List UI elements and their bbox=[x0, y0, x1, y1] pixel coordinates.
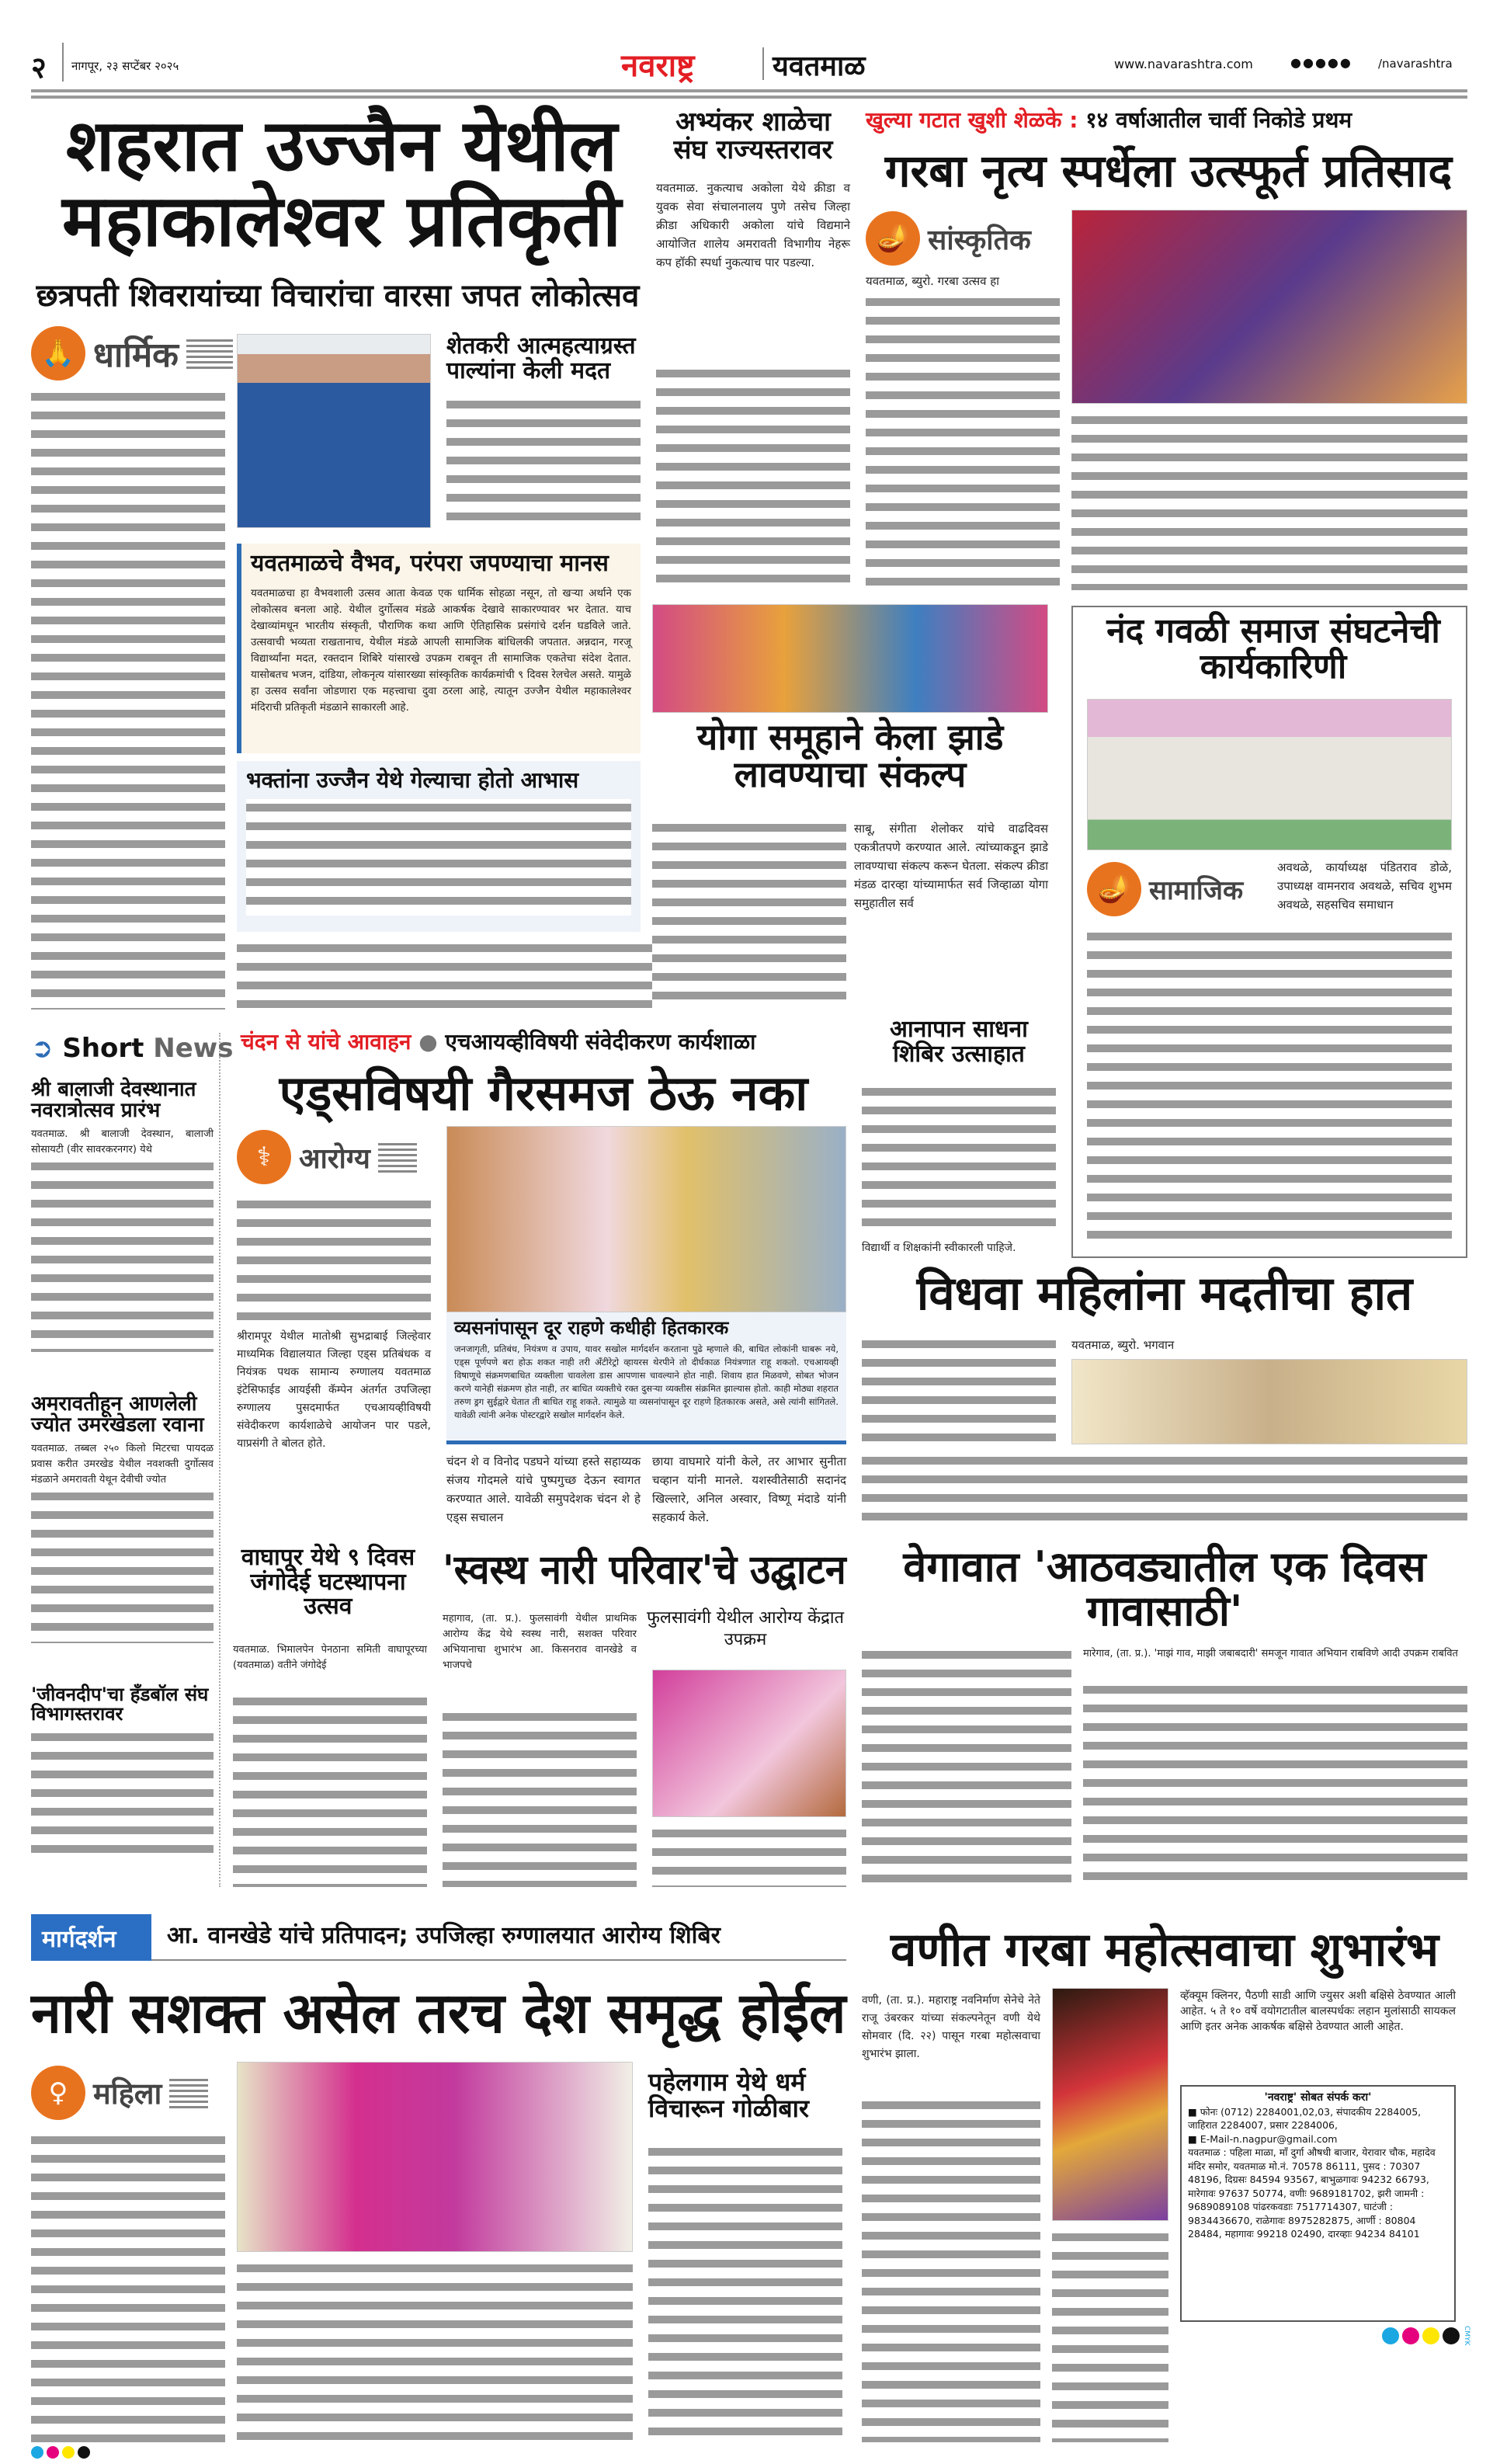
threads-icon[interactable]: ● bbox=[1339, 55, 1352, 70]
social-icons[interactable] bbox=[1290, 55, 1352, 70]
anapan-tail: विद्यार्थी व शिक्षकांनी स्वीकारली पाहिजे. bbox=[862, 1242, 1016, 1254]
short-news-item: 'जीवनदीप'चा हँडबॉल संघ विभागस्तरावर bbox=[31, 1685, 214, 1861]
aids-workshop-photo bbox=[446, 1126, 846, 1312]
vegavat-body-more bbox=[1083, 1681, 1467, 1887]
margdarshan-kicker: आ. वानखेडे यांचे प्रतिपादन; उपजिल्हा रुग्णालयात आरोग्य शिबिर bbox=[167, 1922, 720, 1949]
social-handle[interactable]: /navarashtra bbox=[1378, 57, 1453, 71]
yoga-group-photo bbox=[652, 604, 1048, 713]
nand-body: अवथळे, कार्याध्यक्ष पंडितराव डोळे, उपाध्यक्ष वामनराव अवथळे, सचिव शुभम अवथळे, सहसचिव समाधान bbox=[1277, 860, 1452, 912]
aids-kicker: चंदन से यांचे आवाहन ● एचआयव्हीविषयी संवेदीकरण कार्यशाळा bbox=[241, 1029, 756, 1055]
instagram-icon[interactable]: ● bbox=[1302, 55, 1315, 70]
youtube-icon[interactable]: ● bbox=[1327, 55, 1340, 70]
swastha-body: महागाव, (ता. प्र.). फुलसावंगी येथील प्राथमिक आरोग्य केंद्र येथे स्वस्थ नारी, सशक्त परिवार अभियानाचा शुभारंभ आ. किसनराव वानखेडे व भाजपचे bbox=[443, 1613, 637, 1671]
varni-body: वणी, (ता. प्र.). महाराष्ट्र नवनिर्माण सेनेचे नेते राजू उंबरकर यांच्या संकल्पनेतून वणी येथे सोमवार (दि. २२) पासून गरबा महोत्सवाचा शुभारंभ झाला. bbox=[862, 1994, 1040, 2060]
swastha-subhead: फुलसावंगी येथील आरोग्य केंद्रात उपक्रम bbox=[646, 1608, 845, 1649]
box-ujjain: भक्तांना उज्जैन येथे गेल्याचा होतो आभास bbox=[237, 761, 641, 932]
short-news-item: श्री बालाजी देवस्थानात नवरात्रोत्सव प्रारंभ यवतमाळ. श्री बालाजी देवस्थान, बालाजी सोसायटी (वीर सावरकरनगर) येथे bbox=[31, 1079, 214, 1352]
swastha-photo bbox=[652, 1670, 846, 1817]
mahila-body-2 bbox=[237, 2260, 633, 2442]
garba-dancer-photo bbox=[1052, 1988, 1168, 2221]
section-badge-samajik: 🪔 सामाजिक bbox=[1087, 862, 1243, 916]
pahalgam-headline: पहेलगाम येथे धर्म विचारून गोळीबार bbox=[648, 2067, 810, 2123]
nand-body-more bbox=[1087, 928, 1452, 1239]
arrow-icon: ➲ bbox=[31, 1033, 54, 1064]
vidhva-lead: यवतमाळ, ब्युरो. भगवान bbox=[1071, 1338, 1175, 1352]
varni-body-more bbox=[862, 2097, 1040, 2442]
website-link[interactable]: www.navarashtra.com bbox=[1114, 57, 1253, 71]
health-camp-photo bbox=[237, 2062, 633, 2252]
garba-lead: यवतमाळ, ब्युरो. गरबा उत्सव हा bbox=[866, 274, 1000, 288]
farmer-headline: शेतकरी आत्महत्याग्रस्त पाल्यांना केली मदत bbox=[446, 332, 636, 384]
yoga-body-2: साबू, संगीता शेलोकर यांचे वाढदिवस एकत्रीतपणे करण्यात आले. त्यांच्याकडून झाडे लावण्याचा संकल्प करून घेतला. संकल्प क्रीडा मंडळ दारव्हा यांच्यामार्फत सर्व जिव्हाळा योगा समुहातील सर्व bbox=[854, 822, 1048, 910]
x-icon[interactable]: ● bbox=[1314, 55, 1328, 70]
garba-headline: गरबा नृत्य स्पर्धेला उत्स्फूर्त प्रतिसाद bbox=[884, 144, 1453, 197]
vegavat-body-1 bbox=[862, 1646, 1071, 1887]
masthead bbox=[31, 43, 1467, 89]
vidhva-body bbox=[862, 1336, 1056, 1444]
pahalgam-body bbox=[648, 2143, 842, 2442]
vaghapur-headline: वाघापूर येथे ९ दिवस जंगोदेई घटस्थापना उत्सव bbox=[241, 1544, 415, 1620]
short-news-item: अमरावतीहून आणलेली ज्योत उमरखेडला रवाना यवतमाळ. तब्बल २५० किलो मिटरचा पायदळ प्रवास करीत उमरखेड येथील नवशक्ती दुर्गोत्सव मंडळाने अमरावती येथून देवीची ज्योत bbox=[31, 1394, 214, 1643]
swastha-body-2 bbox=[652, 1825, 846, 1887]
cmyk-marks-left bbox=[31, 2446, 90, 2459]
masthead-rule bbox=[31, 96, 1467, 99]
anapan-headline: आनापान साधना शिबिर उत्साहात bbox=[890, 1016, 1028, 1068]
margdarshan-headline: नारी सशक्त असेल तरच देश समृद्ध होईल bbox=[31, 1980, 846, 2045]
abhyankar-headline: अभ्यंकर शाळेचा संघ राज्यस्तरावर bbox=[673, 106, 833, 165]
swastha-headline: 'स्वस्थ नारी परिवार'चे उद्घाटन bbox=[443, 1547, 846, 1593]
box-vaibhav: यवतमाळचे वैभव, परंपरा जपण्याचा मानस यवतमाळचा हा वैभवशाली उत्सव आता केवळ एक धार्मिक सोहळा नसून, तो खऱ्या अर्थाने एक लोकोत्सव बनला आहे. येथील दुर्गोत्सव मंडळे आकर्षक देखावे साकारण्यावर भर देतात. याच देखाव्यांमधून भारतीय संस्कृती, पौराणिक कथा आणि ऐतिहासिक प्रसंगांचे दर्शन घडविले जाते. उत्सवाची भव्यता राखतानाच, येथील मंडळे आपली सामाजिक बांधिलकी जपतात. अन्नदान, गरजू विद्यार्थ्यांना मदत, रक्तदान शिबिरे यांसारखे उपक्रम राबवून ती सामाजिक एकतेचा संदेश देतात. यासोबतच भजन, दांडिया, लोकनृत्य यांसारख्या सांस्कृतिक कार्यक्रमांची ९ दिवस रेलचेल असते. यामुळे हा उत्सव सर्वांना जोडणारा एक महत्त्वाचा दुवा ठरला आहे, त्यातून उज्जैन येथील महाकालेश्वर मंदिराची प्रतिकृती मंडळाने साकारली आहे. bbox=[237, 544, 641, 753]
brand-logo: नवराष्ट्र bbox=[621, 48, 695, 84]
section-badge-dharmik: 🙏 धार्मिक bbox=[31, 326, 233, 381]
vaghapur-body: यवतमाळ. भिमालपेन पेनठाना समिती वाघापूरच्या (यवतमाळ) वतीने जंगोदेई bbox=[233, 1644, 427, 1671]
lead-subhead: छत्रपती शिवरायांच्या विचारांचा वारसा जपत लोकोत्सव bbox=[36, 278, 640, 314]
garba-body-2 bbox=[1071, 412, 1467, 590]
anapan-body bbox=[862, 1083, 1056, 1235]
vidhva-headline: विधवा महिलांना मदतीचा हात bbox=[916, 1267, 1413, 1321]
abhyankar-body-more bbox=[656, 365, 850, 590]
lead-body bbox=[31, 388, 225, 1010]
doctor-icon: ⚕ bbox=[237, 1130, 291, 1184]
abhyankar-body: यवतमाळ. नुकत्याच अकोला येथे क्रीडा व युवक सेवा संचालनालय पुणे तसेच जिल्हा क्रीडा अधिकारी अकोला यांचे विद्यमाने आयोजित शालेय अमरावती विभागीय नेहरू कप हॉकी स्पर्धा नुकत्याच पार पडल्या. bbox=[656, 181, 850, 269]
vidhva-body-2 bbox=[862, 1452, 1467, 1530]
masthead-rule bbox=[31, 89, 1467, 92]
varni-body-2 bbox=[1052, 2229, 1168, 2442]
margdarshan-label: मार्गदर्शन bbox=[31, 1914, 151, 1961]
aids-headline: एड्सविषयी गैरसमज ठेऊ नका bbox=[279, 1065, 808, 1121]
contact-email[interactable]: E-Mail-n.nagpur@gmail.com bbox=[1200, 2132, 1338, 2145]
section-badge-mahila: ♀ महिला bbox=[31, 2066, 208, 2120]
facebook-icon[interactable]: ● bbox=[1290, 55, 1303, 70]
vaghapur-body-more bbox=[233, 1693, 427, 1887]
box-vyasan: व्यसनांपासून दूर राहणे कधीही हितकारक जनजागृती, प्रतिबंध, नियंत्रण व उपाय, यावर सखोल मार्गदर्शन करताना पुढे म्हणाले की, बाधित लोकांनी घाबरू नये, एड्स पूर्णपणे बरा होऊ शकत नाही तरी अँटीरेट्रो व्हायरस थेरपीने तो दीर्घकाळ नियंत्रणात राहू शकतो. एचआयव्ही विषाणूचे संक्रमणबाधित व्यक्तीला चावलेला डास आपणास चावल्याने होत नाही. शिवाय हात मिळवणे, सोबत भोजन करणे यानेही संक्रमण होत नाही, तर बाधित व्यक्तीचे रक्त दुसऱ्या व्यक्तीस संक्रमित झाल्यास होतो. काही मोठ्या शहरात तरुण ड्रग सुईद्वारे घेतात ती बाधित राहू शकते. त्यामुळे या व्यसनांपासून दूर राहणे हितकारक असते, असे त्यांनी सांगितले. यावेळी त्यांनी अनेक पोस्टरद्वारे सखोल मार्गदर्शन केले. bbox=[446, 1312, 846, 1444]
aids-body-4: छाया वाघमारे यांनी केले, तर आभार सुनीता चव्हान यांनी मानले. यशस्वीतेसाठी सदानंद खिल्लारे, अनिल अस्वार, विष्णू मंदाडे यांनी सहकार्य केले. bbox=[652, 1454, 846, 1524]
varni-headline: वणीत गरबा महोत्सवाचा शुभारंभ bbox=[890, 1923, 1439, 1977]
nand-headline: नंद गवळी समाज संघटनेची कार्यकारिणी bbox=[1106, 611, 1440, 687]
lamp-icon: 🪔 bbox=[866, 211, 920, 266]
temple-replica-photo bbox=[237, 334, 431, 528]
mahila-body bbox=[31, 2132, 225, 2442]
farmer-body bbox=[446, 396, 641, 528]
aids-body-2: श्रीरामपूर येथील मातोश्री सुभद्राबाई जिल्हेवार माध्यमिक विद्यालयात जिल्हा एड्स प्रतिबंधक व नियंत्रक पथक सामान्य रुग्णालय यवतमाळ इंटेसिफाईड आयईसी कॅम्पेन अंतर्गत उपजिल्हा रुग्णालय पुसदमार्फत एचआयव्हीविषयी संवेदीकरण कार्यशाळेचे आयोजन पार पडले, याप्रसंगी ते बोलत होते. bbox=[237, 1330, 431, 1450]
aids-body-3: चंदन शे व विनोद पडघने यांच्या हस्ते सहाय्यक संजय गोदमले यांचे पुष्पगुच्छ देऊन स्वागत करण्यात आले. यावेळी समुपदेशक चंदन शे हे एड्स सचालन bbox=[446, 1454, 641, 1524]
yoga-headline: योगा समूहाने केला झाडे लावण्याचा संकल्प bbox=[696, 716, 1004, 796]
lamp-icon: 🪔 bbox=[1087, 862, 1141, 916]
garba-award-photo bbox=[1071, 210, 1467, 404]
swastha-body-more bbox=[443, 1708, 637, 1887]
margdarshan-banner bbox=[31, 1914, 846, 1961]
woman-icon: ♀ bbox=[31, 2066, 85, 2120]
dateline: नागपूर, २३ सप्टेंबर २०२५ bbox=[71, 59, 179, 73]
garba-body bbox=[866, 294, 1060, 589]
contact-box: 'नवराष्ट्र' सोबत संपर्क करा' ■ फोनः (0712) 2284001,02,03, संपादकीय 2284005, जाहिरात 2284007, प्रसार 2284006, ■ E-Mail-n.nagpur@gmail.com यवतमाळ : पहिला माळा, माँ दुर्गा औषधी बाजार, येरावार चौक, महादेव मंदिर समोर, यवतमाळ मो.नं. 70578 86111, पुसद : 70307 48196, दिग्रसः 84594 93567, बाभुळगावः 94232 66793, मारेगावः 97637 50774, वणीः 9689181702, झरी जामनी : 9689089108 पांढरकवडाः 7517714307, घाटंजी : 9834436670, राळेगावः 8975282875, आर्णी : 80804 28484, महागावः 99218 02490, दारव्हाः 94234 84101 bbox=[1180, 2085, 1456, 2322]
yoga-body bbox=[652, 819, 846, 1010]
vegavat-headline: वेगावात 'आठवड्यातील एक दिवस गावासाठी' bbox=[903, 1542, 1426, 1635]
page-number: २ bbox=[31, 50, 47, 85]
edition-name: यवतमाळ bbox=[773, 50, 866, 82]
cmyk-marks: CMYK bbox=[1382, 2326, 1470, 2345]
praying-hands-icon: 🙏 bbox=[31, 326, 85, 381]
section-badge-arogya: ⚕ आरोग्य bbox=[237, 1130, 417, 1184]
vidhva-photo bbox=[1071, 1359, 1467, 1444]
vegavat-body: मारेगाव, (ता. प्र.). 'माझं गाव, माझी जबाबदारी' समजून गावात अभियान राबविणे आदी उपक्रम राबवित bbox=[1083, 1648, 1458, 1659]
short-news-label: ➲ Short News bbox=[31, 1033, 234, 1064]
aids-body-1 bbox=[237, 1196, 431, 1320]
nand-group-photo bbox=[1087, 699, 1452, 850]
lead-headline: शहरात उज्जैन येथील महाकालेश्वर प्रतिकृती bbox=[61, 104, 621, 262]
varni-right-text: व्हॅक्यूम क्लिनर, पैठणी साडी आणि ज्युसर अशी बक्षिसे ठेवण्यात आली आहेत. ५ ते १० वर्षे वयोगटातील बालस्पर्धकः लहान मुलांसाठी सायकल आणि इतर अनेक आकर्षक बक्षिसे ठेवण्यात आली आहेत. bbox=[1180, 1990, 1456, 2033]
section-badge-sanskrutik: 🪔 सांस्कृतिक bbox=[866, 211, 1031, 266]
garba-kicker: खुल्या गटात खुशी शेळके : १४ वर्षाआतील चार्वी निकोडे प्रथम bbox=[866, 107, 1352, 133]
